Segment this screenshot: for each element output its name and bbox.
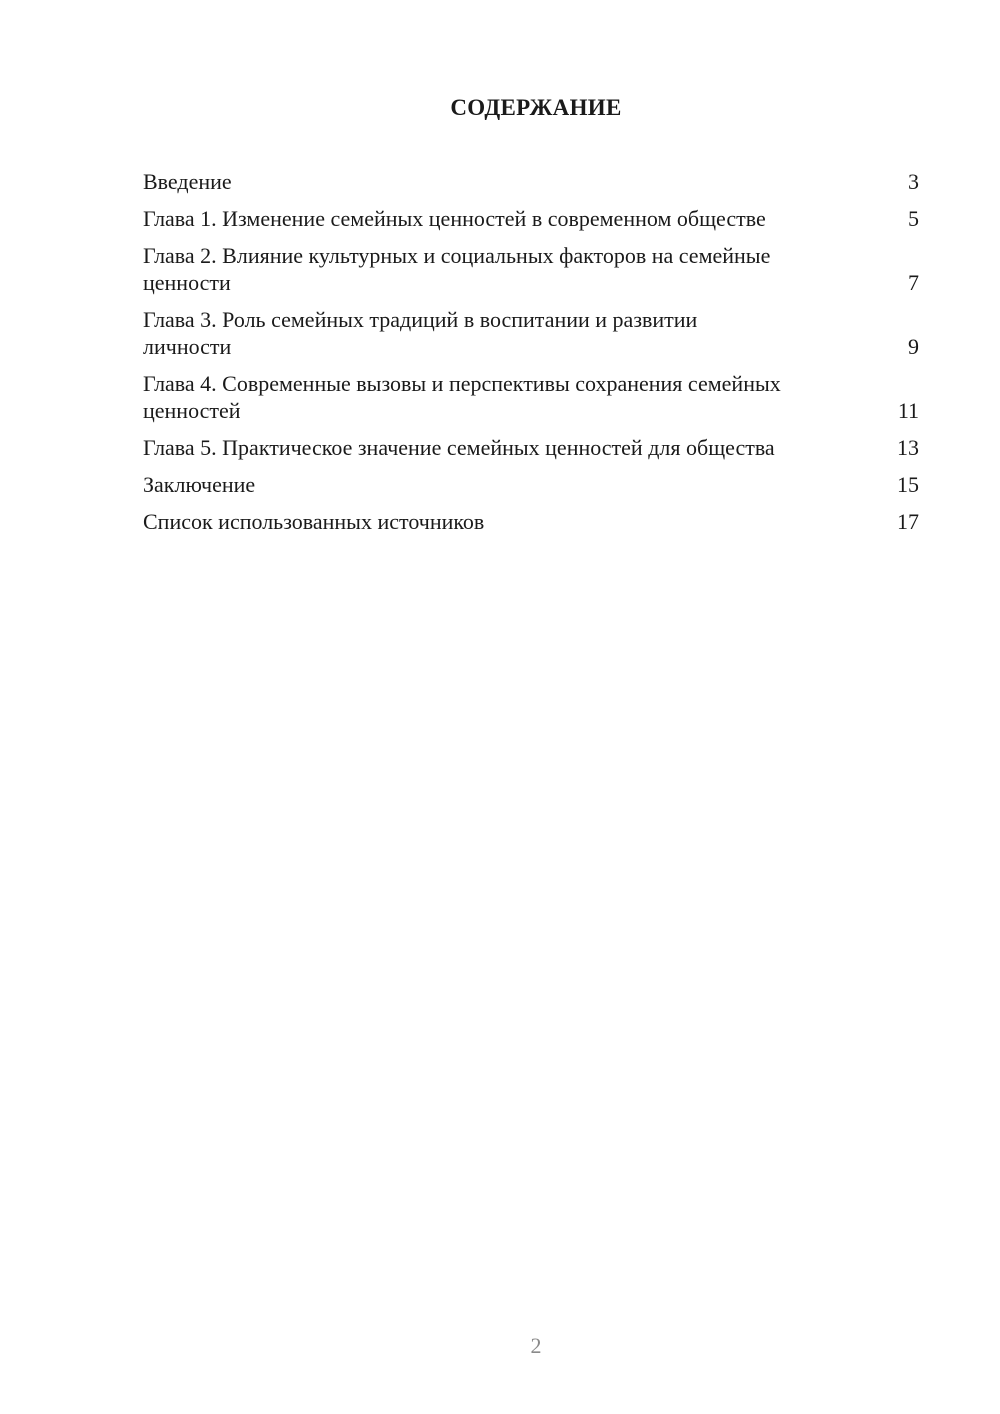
toc-entry-page-number: 13 — [897, 435, 919, 460]
toc-entry-label: Глава 1. Изменение семейных ценностей в современном обществе — [143, 206, 766, 231]
toc-entry-page-number: 11 — [897, 398, 919, 423]
toc-entry-label: Введение — [143, 169, 232, 194]
table-of-contents — [143, 168, 919, 545]
toc-entry-chapter-3[interactable] — [143, 306, 919, 360]
toc-entry-label: Список использованных источников — [143, 509, 485, 534]
toc-entry-page-number: 15 — [897, 472, 919, 497]
toc-entry-chapter-1[interactable] — [143, 205, 919, 232]
toc-entry-page-number: 17 — [897, 509, 919, 534]
toc-entry-label: Глава 3. Роль семейных традиций в воспитании и развитии личности — [143, 307, 698, 359]
toc-entry-page-number: 5 — [908, 206, 919, 231]
toc-entry-label: Глава 2. Влияние культурных и социальных факторов на семейные ценности — [143, 243, 771, 295]
toc-entry-page-number: 7 — [908, 270, 919, 295]
toc-entry-label: Заключение — [143, 472, 256, 497]
toc-entry-page-number: 9 — [908, 334, 919, 359]
toc-entry-chapter-4[interactable] — [143, 370, 919, 424]
page-number: 2 — [530, 1333, 542, 1358]
toc-entry-label: Глава 5. Практическое значение семейных ценностей для общества — [143, 435, 775, 460]
toc-entry-references[interactable] — [143, 508, 919, 535]
toc-entry-label: Глава 4. Современные вызовы и перспективы сохранения семейных ценностей — [143, 371, 781, 423]
toc-entry-introduction[interactable] — [143, 168, 919, 195]
toc-entry-conclusion[interactable] — [143, 471, 919, 498]
toc-entry-chapter-2[interactable] — [143, 242, 919, 296]
page-title: СОДЕРЖАНИЕ — [450, 95, 622, 120]
toc-entry-chapter-5[interactable] — [143, 434, 919, 461]
toc-entry-page-number: 3 — [908, 169, 919, 194]
